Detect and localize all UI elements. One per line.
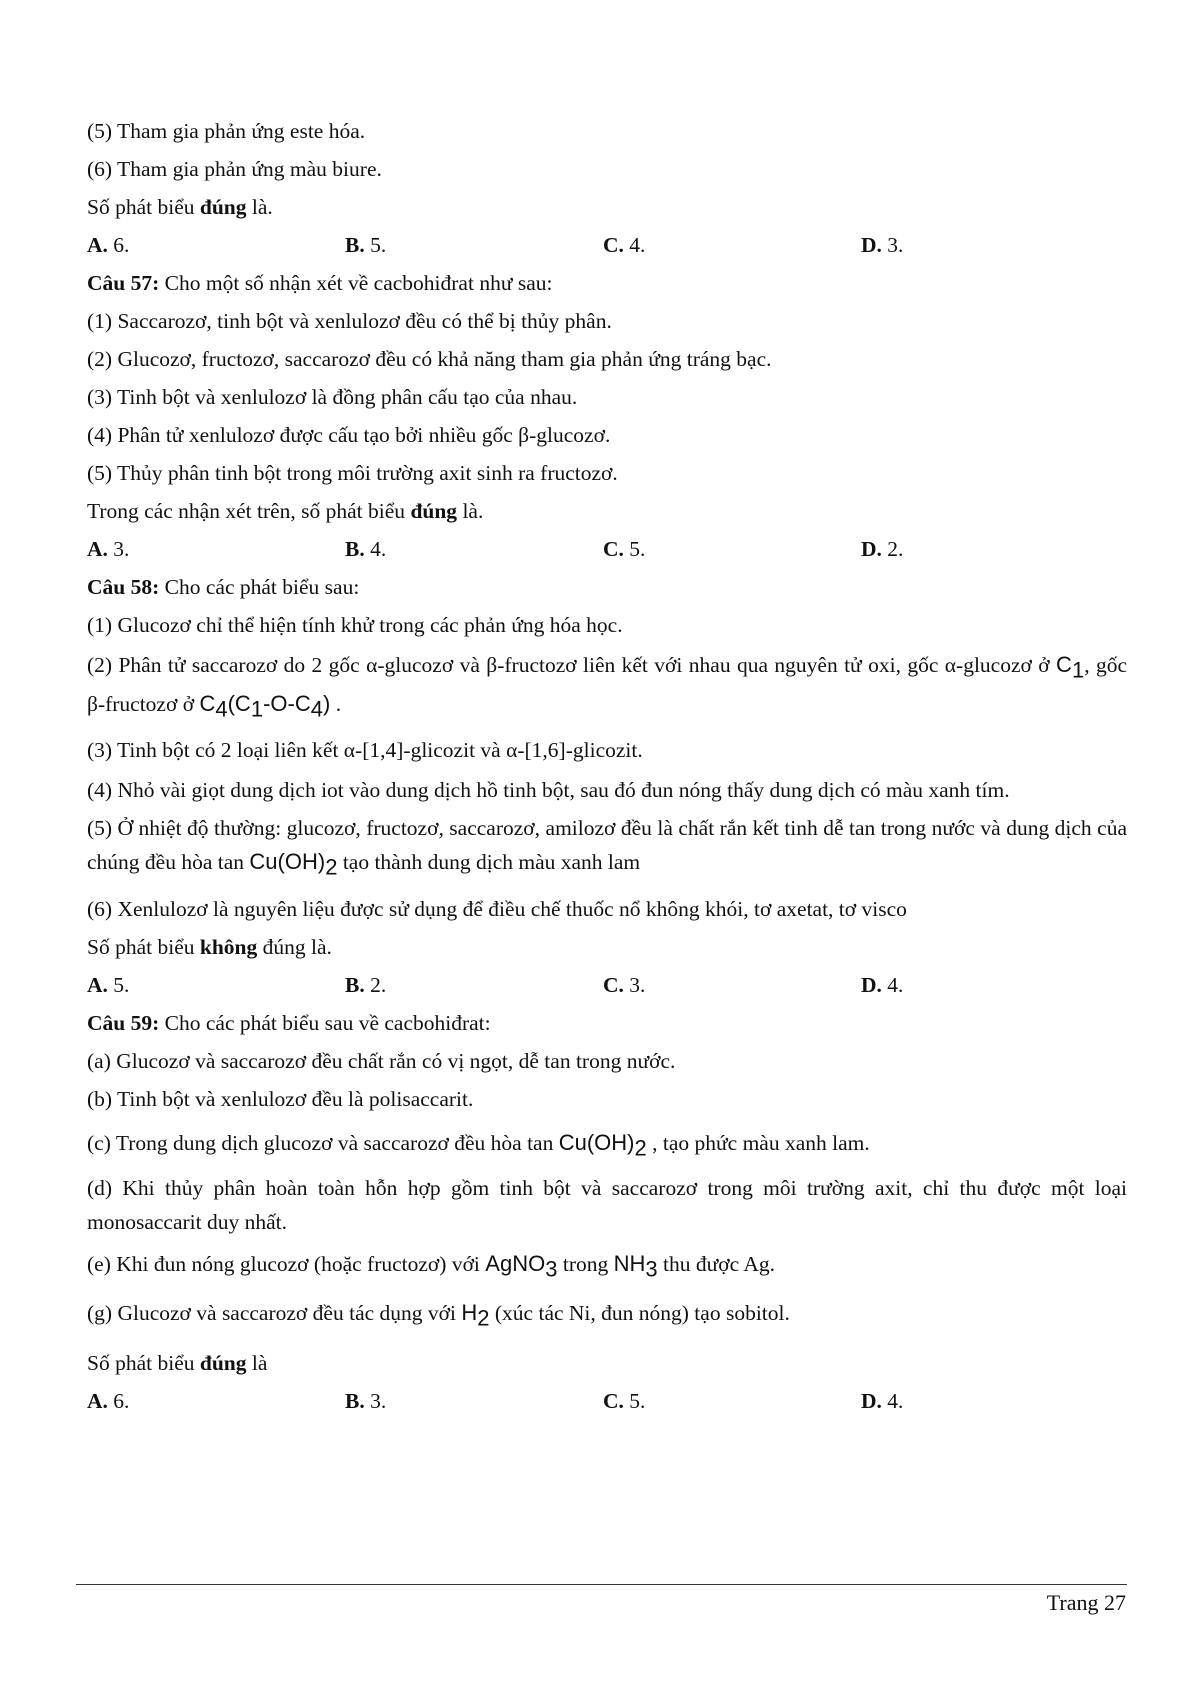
statement-6: (6) Tham gia phản ứng màu biure. [87, 157, 382, 181]
q57-item-3: (3) Tinh bột và xenlulozơ là đồng phân cấu tạo của nhau. [87, 385, 578, 409]
q57-item-5: (5) Thủy phân tinh bột trong môi trường axit sinh ra fructozơ. [87, 461, 618, 485]
q58-prompt: Số phát biểu không đúng là. [87, 934, 332, 959]
page-number: Trang 27 [1046, 1590, 1126, 1615]
q59-option-a[interactable]: A. 6. [87, 1388, 130, 1413]
q56-option-a[interactable]: A. 6. [87, 233, 130, 257]
q57-option-a[interactable]: A. 3. [87, 537, 130, 561]
q58-option-d[interactable]: D. 4. [861, 972, 904, 997]
q59-item-c: (c) Trong dung dịch glucozơ và saccarozơ đều hòa $\tan Cu(OH)_2$ , tạo phức màu xanh lam. [87, 1129, 870, 1161]
q57-prompt: Trong các nhận xét trên, số phát biểu đúng là. [87, 499, 484, 523]
q58-item-1: (1) Glucozơ chỉ thể hiện tính khử trong các phản ứng hóa học. [87, 613, 623, 637]
q58-item-3: (3) Tinh bột có 2 loại liên kết α-[1,4]-glicozit và α-[1,6]-glicozit. [87, 737, 643, 762]
q56-prompt: Số phát biểu đúng là. [87, 195, 273, 219]
q58-item-5: (5) Ở nhiệt độ thường: glucozơ, fructozơ, saccarozơ, amilozơ đều là chất rắn kết tinh dễ tan trong nước và dung dịch của chúng đều hòa $\tan Cu(OH)_2$ tạo thành dung dịch màu xanh lam [87, 815, 1127, 879]
q57-item-2: (2) Glucozơ, fructozơ, saccarozơ đều có khả năng tham gia phản ứng tráng bạc. [87, 347, 772, 371]
q58-item-2: (2) Phân tử saccarozơ do 2 gốc α-glucozơ và β-fructozơ liên kết với nhau qua nguyên tử oxi, gốc α-glucozơ ở $C_1$, gốc β-fructozơ ở $C_4(C_1-O-C_4)$ . [87, 652, 1127, 722]
q57-option-c[interactable]: C. 5. [603, 537, 646, 561]
q57-option-b[interactable]: B. 4. [345, 537, 387, 561]
q59-options [87, 1382, 1127, 1420]
statement-5: (5) Tham gia phản ứng este hóa. [87, 119, 366, 143]
q56-options [87, 226, 1127, 264]
q59-item-e: (e) Khi đun nóng glucozơ (hoặc fructozơ) với AgNO$_3$ trong $NH_3$ thu được Ag. [87, 1251, 776, 1282]
q59-option-c[interactable]: C. 5. [603, 1388, 646, 1413]
q58-heading: Câu 58: Cho các phát biểu sau: [87, 575, 360, 599]
q57-options [87, 530, 1127, 568]
q57-item-1: (1) Saccarozơ, tinh bột và xenlulozơ đều có thể bị thủy phân. [87, 309, 612, 333]
q59-item-g: (g) Glucozơ và saccarozơ đều tác dụng với $H_2$ (xúc tác Ni, đun nóng) tạo sobitol. [87, 1300, 790, 1331]
footer-divider [76, 1584, 1127, 1585]
page-content [87, 112, 1127, 1420]
q57-heading: Câu 57: Cho một số nhận xét về cacbohiđrat như sau: [87, 271, 553, 295]
q59-heading: Câu 59: Cho các phát biểu sau về cacbohiđrat: [87, 1010, 491, 1035]
q56-option-d[interactable]: D. 3. [861, 233, 904, 257]
q59-option-b[interactable]: B. 3. [345, 1388, 387, 1413]
q59-item-a: (a) Glucozơ và saccarozơ đều chất rắn có vị ngọt, dễ tan trong nước. [87, 1048, 676, 1073]
q59-item-d: (d) Khi thủy phân hoàn toàn hỗn hợp gồm tinh bột và saccarozơ trong môi trường axit, chỉ thu được một loại monosaccarit duy nhất. [87, 1176, 1127, 1235]
q59-item-b: (b) Tinh bột và xenlulozơ đều là polisaccarit. [87, 1086, 474, 1111]
q58-options [87, 966, 1127, 1004]
q58-option-c[interactable]: C. 3. [603, 972, 646, 997]
q58-item-6: (6) Xenlulozơ là nguyên liệu được sử dụng để điều chế thuốc nổ không khói, tơ axetat, tơ visco [87, 896, 907, 921]
q58-option-a[interactable]: A. 5. [87, 972, 130, 997]
q57-item-4: (4) Phân tử xenlulozơ được cấu tạo bởi nhiều gốc β-glucozơ. [87, 423, 611, 447]
q56-option-b[interactable]: B. 5. [345, 233, 387, 257]
q59-prompt: Số phát biểu đúng là [87, 1350, 268, 1375]
q58-item-4: (4) Nhỏ vài giọt dung dịch iot vào dung dịch hồ tinh bột, sau đó đun nóng thấy dung dịch có màu xanh tím. [87, 777, 1010, 802]
q58-option-b[interactable]: B. 2. [345, 972, 387, 997]
q59-option-d[interactable]: D. 4. [861, 1388, 904, 1413]
q56-option-c[interactable]: C. 4. [603, 233, 646, 257]
q57-option-d[interactable]: D. 2. [861, 537, 904, 561]
